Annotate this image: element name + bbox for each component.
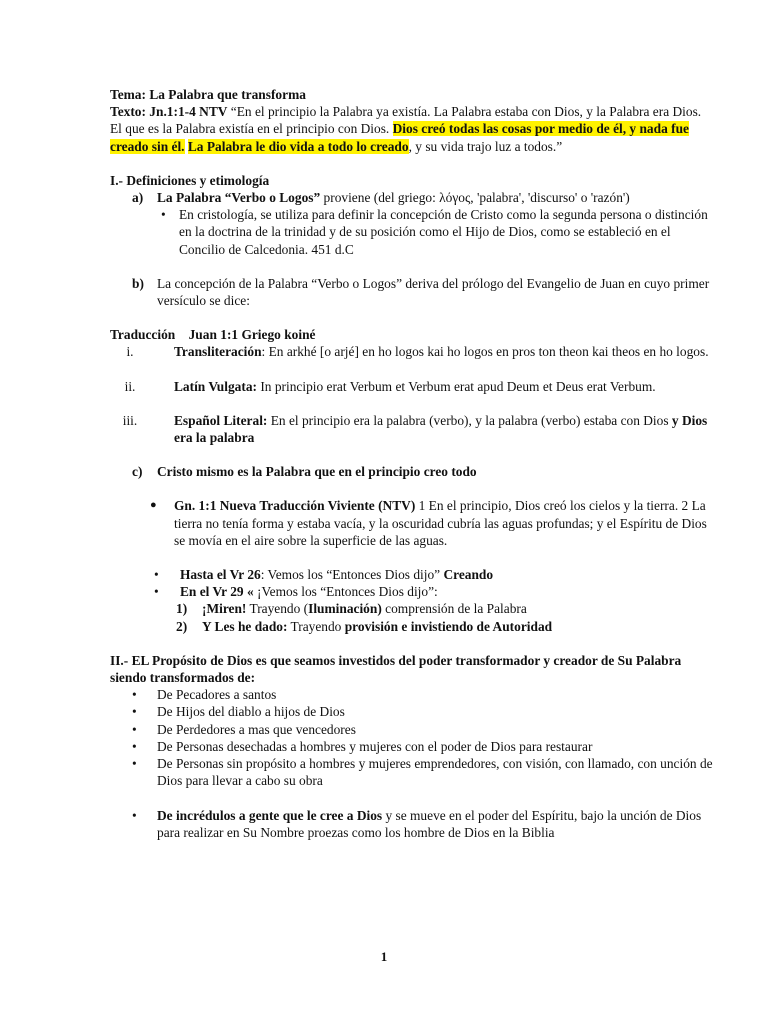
section-2-heading: II.- EL Propósito de Dios es que seamos investidos del poder transformador y creador de Su Palabra siendo transformados de: [110,652,682,686]
bullet-icon: • [132,687,137,703]
item-a-bullet-text: En cristología, se utiliza para definir la concepción de Cristo como la segunda persona o distinción en la doctrina de la trinidad y de su posición como el Hijo de Dios, como se estableció en el Concilio de Calcedonia. 451 d.C [179,207,708,257]
page-number: 1 [380,949,388,964]
item-a-marker: a) [132,190,144,206]
bullet-icon: • [132,738,137,754]
item-a-bullet [110,206,716,258]
list-item: • De Perdedores a mas que vencedores [132,721,356,737]
translation-bold-end: y Dios era la palabra [174,412,708,446]
translation-i [110,343,716,360]
bullet-icon: • [132,721,137,737]
item-b-text: La concepción de la Palabra “Verbo o Logos” deriva del prólogo del Evangelio de Juan en cuyo primer versículo se dice: [157,275,710,309]
texto-end: , y su vida trajo luz a todos.” [408,138,563,154]
traduccion-heading: Traducción Juan 1:1 Griego koiné [110,327,316,343]
tema-title: La Palabra que transforma [149,87,306,102]
highlight-2: La Palabra le dio vida a todo lo creado [187,138,409,154]
translation-label: Español Literal: [174,412,268,428]
texto-quote: “En el principio la Palabra ya existía. La Palabra estaba con Dios, y la Palabra era Dios. El que es la Palabra existía en el principio con Dios. [110,104,702,137]
bullet-icon: • [154,584,159,600]
bullet-icon: • [132,704,137,720]
numbered-item-2: 2) Y Les he dado: Trayendo provisión e invistiendo de Autoridad [176,618,553,634]
bullet-icon: • [132,756,137,772]
translation-label: Transliteración [174,344,262,360]
document-body [110,86,716,841]
item-c-marker: c) [132,464,143,480]
list-item: • De Personas sin propósito a hombres y mujeres emprendedores, con visión, con llamado, con unción de Dios para llevar a cabo su obra [132,756,713,789]
list-item-last: • De incrédulos a gente que le cree a Dios y se mueve en el poder del Espíritu, bajo la unción de Dios para realizar en Su Nombre proezas como los hombre de Dios en la Biblia [132,807,702,840]
item-b-marker: b) [132,275,144,291]
translation-iii [110,412,716,446]
translation-text: : En arkhé [o arjé] en ho logos kai ho logos en pros ton theon kai theos en ho logos. [261,344,709,360]
genesis-text: 1 En el principio, Dios creó los cielos y la tierra. 2 La tierra no tenía forma y estaba vacía, y la oscuridad cubría las aguas profundas; y el Espíritu de Dios se movía en el aire sobre la superficie de las aguas. [174,498,707,548]
roman-marker: i. [126,344,134,360]
item-c-text: Cristo mismo es la Palabra que en el principio creo todo [157,464,477,480]
translation-text: In principio erat Verbum et Verbum erat apud Deum et Deus erat Verbum. [256,378,656,394]
tema-line [110,86,716,103]
genesis-bullet [110,497,716,549]
item-c [110,463,716,480]
numbered-item-1: 1) ¡Miren! Trayendo (Iluminación) comprensión de la Palabra [176,601,527,617]
item-a [110,189,716,206]
bullet-icon: • [132,807,137,823]
texto-label: Texto: Jn.1:1-4 NTV [110,104,228,120]
genesis-label: Gn. 1:1 Nueva Traducción Viviente (NTV) [174,498,416,514]
translation-text: En el principio era la palabra (verbo), y la palabra (verbo) estaba con Dios [267,412,672,428]
texto-paragraph [110,103,716,155]
tema-label: Tema: [110,87,146,102]
vr26-bullet: • Hasta el Vr 26: Vemos los “Entonces Dios dijo” Creando [154,567,494,583]
translation-label: Latín Vulgata: [174,378,257,394]
bullet-icon: • [161,207,166,223]
vr29-bullet: • En el Vr 29 « ¡Vemos los “Entonces Dios dijo”: [154,584,438,600]
item-a-text: La Palabra “Verbo o Logos” proviene (del griego: λόγος, 'palabra', 'discurso' o 'razón') [157,190,630,206]
bullet-icon: • [154,567,159,583]
highlight-1: Dios creó todas las cosas por medio de él, y nada fue creado sin él. [110,121,689,154]
translation-ii [110,378,716,395]
list-item: • De Hijos del diablo a hijos de Dios [132,704,345,720]
bullet-icon: ● [150,499,157,512]
list-item: • De Pecadores a santos [132,687,277,703]
roman-marker: ii. [124,378,136,394]
list-item: • De Personas desechadas a hombres y mujeres con el poder de Dios para restaurar [132,738,593,754]
roman-marker: iii. [122,412,138,428]
item-b [110,275,716,309]
section-1-heading: I.- Definiciones y etimología [110,172,270,188]
